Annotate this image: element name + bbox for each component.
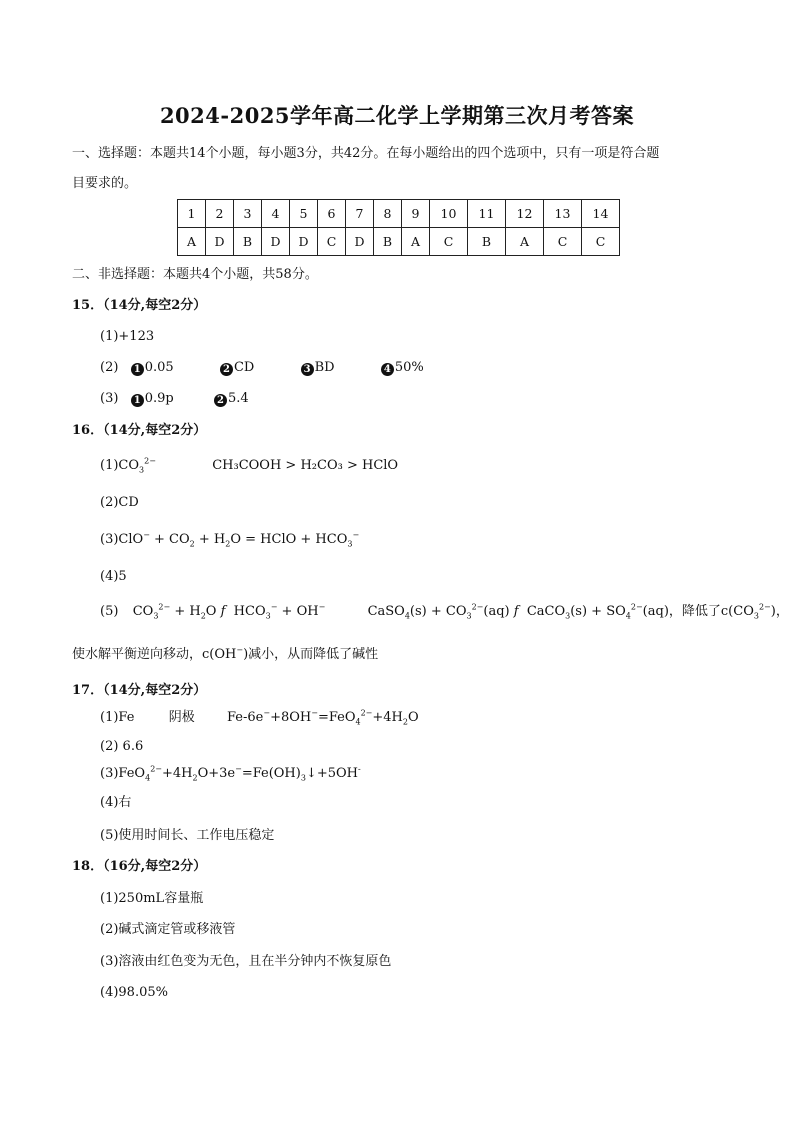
answer-text: ，降低了 xyxy=(668,604,721,619)
precipitation-equation: CaSO$_4$(s) + $CO_3^{2-}(aq)$ f CaCO$_3$(s) + $SO_4^{2-}(aq)$ xyxy=(367,602,669,621)
reduction-equation: $FeO_4^{2-}+4H_2O+3e^-=Fe(OH)_3↓+5OH^-$ xyxy=(118,764,361,783)
table-cell-number: 11 xyxy=(468,200,506,228)
circled-number-1-icon: 1 xyxy=(131,394,144,407)
table-cell-number: 2 xyxy=(206,200,234,228)
table-cell-number: 1 xyxy=(178,200,206,228)
answer-text: (1)Fe xyxy=(100,710,135,725)
q18-answer-4: (4)98.05% xyxy=(100,985,168,1000)
hydrolysis-equation: $CO_3^{2-} + H_2O$ f $HCO_3^- + OH^-$ xyxy=(132,602,326,621)
table-cell-number: 8 xyxy=(374,200,402,228)
answer-label: (3) xyxy=(100,391,119,406)
table-cell-number: 6 xyxy=(318,200,346,228)
table-cell-number: 9 xyxy=(402,200,430,228)
section1-instructions-line2: 目要求的。 xyxy=(72,176,138,191)
q16-answer-5 xyxy=(100,602,789,621)
answer-text: 阴极 xyxy=(168,710,195,725)
carbonate-formula: $CO_3^{2-}$ xyxy=(118,456,156,475)
answer-text: 减小，从而降低了碱性 xyxy=(248,647,379,662)
q17-answer-4: (4)右 xyxy=(100,795,132,810)
table-cell-answer: D xyxy=(290,228,318,256)
section2-instructions: 二、非选择题：本题共4个小题，共58分。 xyxy=(72,267,318,282)
answer-label: (1) xyxy=(100,458,119,473)
q18-answer-2: (2)碱式滴定管或移液管 xyxy=(100,922,236,937)
circled-number-2-icon: 2 xyxy=(220,363,233,376)
page-title: 2024-2025学年高二化学上学期第三次月考答案 xyxy=(159,103,635,128)
multiple-choice-answer-table xyxy=(177,199,620,256)
answer-value: 5.4 xyxy=(227,391,249,406)
q18-answer-1: (1)250mL容量瓶 xyxy=(100,891,204,906)
table-cell-number: 5 xyxy=(290,200,318,228)
answer-value: 50% xyxy=(394,360,424,375)
table-cell-answer: C xyxy=(318,228,346,256)
circled-number-1-icon: 1 xyxy=(131,363,144,376)
q16-heading: 16．（14分,每空2分） xyxy=(72,423,207,438)
circled-number-2-icon: 2 xyxy=(214,394,227,407)
answer-text: 使水解平衡逆向移动， xyxy=(72,647,203,662)
table-cell-number: 3 xyxy=(234,200,262,228)
table-cell-answer: C xyxy=(544,228,582,256)
section1-instructions-line1: 一、选择题：本题共14个小题，每小题3分，共42分。在每小题给出的四个选项中，只有一项是符合题 xyxy=(72,146,660,161)
table-cell-answer: A xyxy=(506,228,544,256)
circled-number-4-icon: 4 xyxy=(381,363,394,376)
q17-heading: 17．（14分,每空2分） xyxy=(72,683,207,698)
table-row-answers xyxy=(178,228,620,256)
q16-answer-1 xyxy=(100,456,399,475)
carbonate-concentration: $c(CO_3^{2-})$， xyxy=(720,602,789,621)
hydroxide-concentration: c(OH−) xyxy=(202,645,249,662)
ionic-equation: $ClO^- + CO_2 + H_2O$ = HClO + $HCO_3^-$ xyxy=(118,530,360,549)
table-cell-answer: B xyxy=(374,228,402,256)
q18-heading: 18．（16分,每空2分） xyxy=(72,859,207,874)
answer-label: (3) xyxy=(100,532,119,547)
table-cell-number: 7 xyxy=(346,200,374,228)
q18-answer-3: (3)溶液由红色变为无色，且在半分钟内不恢复原色 xyxy=(100,954,392,969)
q16-answer-2: (2)CD xyxy=(100,495,139,510)
q17-answer-5: (5)使用时间长、工作电压稳定 xyxy=(100,828,275,843)
answer-label: (5) xyxy=(100,604,119,619)
table-cell-number: 4 xyxy=(262,200,290,228)
q15-answer-1: (1)+123 xyxy=(100,329,155,344)
table-cell-number: 10 xyxy=(430,200,468,228)
table-cell-answer: D xyxy=(262,228,290,256)
table-row-question-numbers xyxy=(178,200,620,228)
q15-answer-2 xyxy=(100,361,424,376)
table-cell-number: 12 xyxy=(506,200,544,228)
q17-answer-3 xyxy=(100,764,361,783)
q16-answer-4: (4)5 xyxy=(100,569,127,584)
q17-answer-1 xyxy=(100,708,419,727)
answer-value: CD xyxy=(233,360,255,375)
answer-value: BD xyxy=(314,360,335,375)
table-cell-answer: B xyxy=(468,228,506,256)
table-cell-number: 13 xyxy=(544,200,582,228)
q15-heading: 15．（14分,每空2分） xyxy=(72,298,207,313)
q15-answer-3 xyxy=(100,392,249,407)
table-cell-answer: D xyxy=(346,228,374,256)
table-cell-answer: B xyxy=(234,228,262,256)
circled-number-3-icon: 3 xyxy=(301,363,314,376)
table-cell-answer: C xyxy=(582,228,620,256)
answer-value: 0.9p xyxy=(144,391,174,406)
table-cell-number: 14 xyxy=(582,200,620,228)
q16-answer-5-line2 xyxy=(72,645,379,662)
answer-value: 0.05 xyxy=(144,360,174,375)
q16-answer-3 xyxy=(100,530,360,549)
answer-label: (2) xyxy=(100,360,119,375)
electrode-equation: $Fe-6e^-+8OH^-=FeO_4^{2-}+4H_2O$ xyxy=(227,708,419,727)
q17-answer-2: (2) 6.6 xyxy=(100,739,144,754)
table-cell-answer: A xyxy=(402,228,430,256)
table-cell-answer: D xyxy=(206,228,234,256)
table-cell-answer: A xyxy=(178,228,206,256)
answer-label: (3) xyxy=(100,766,119,781)
acid-strength-order: CH₃COOH > H₂CO₃ > HClO xyxy=(212,458,399,473)
table-cell-answer: C xyxy=(430,228,468,256)
